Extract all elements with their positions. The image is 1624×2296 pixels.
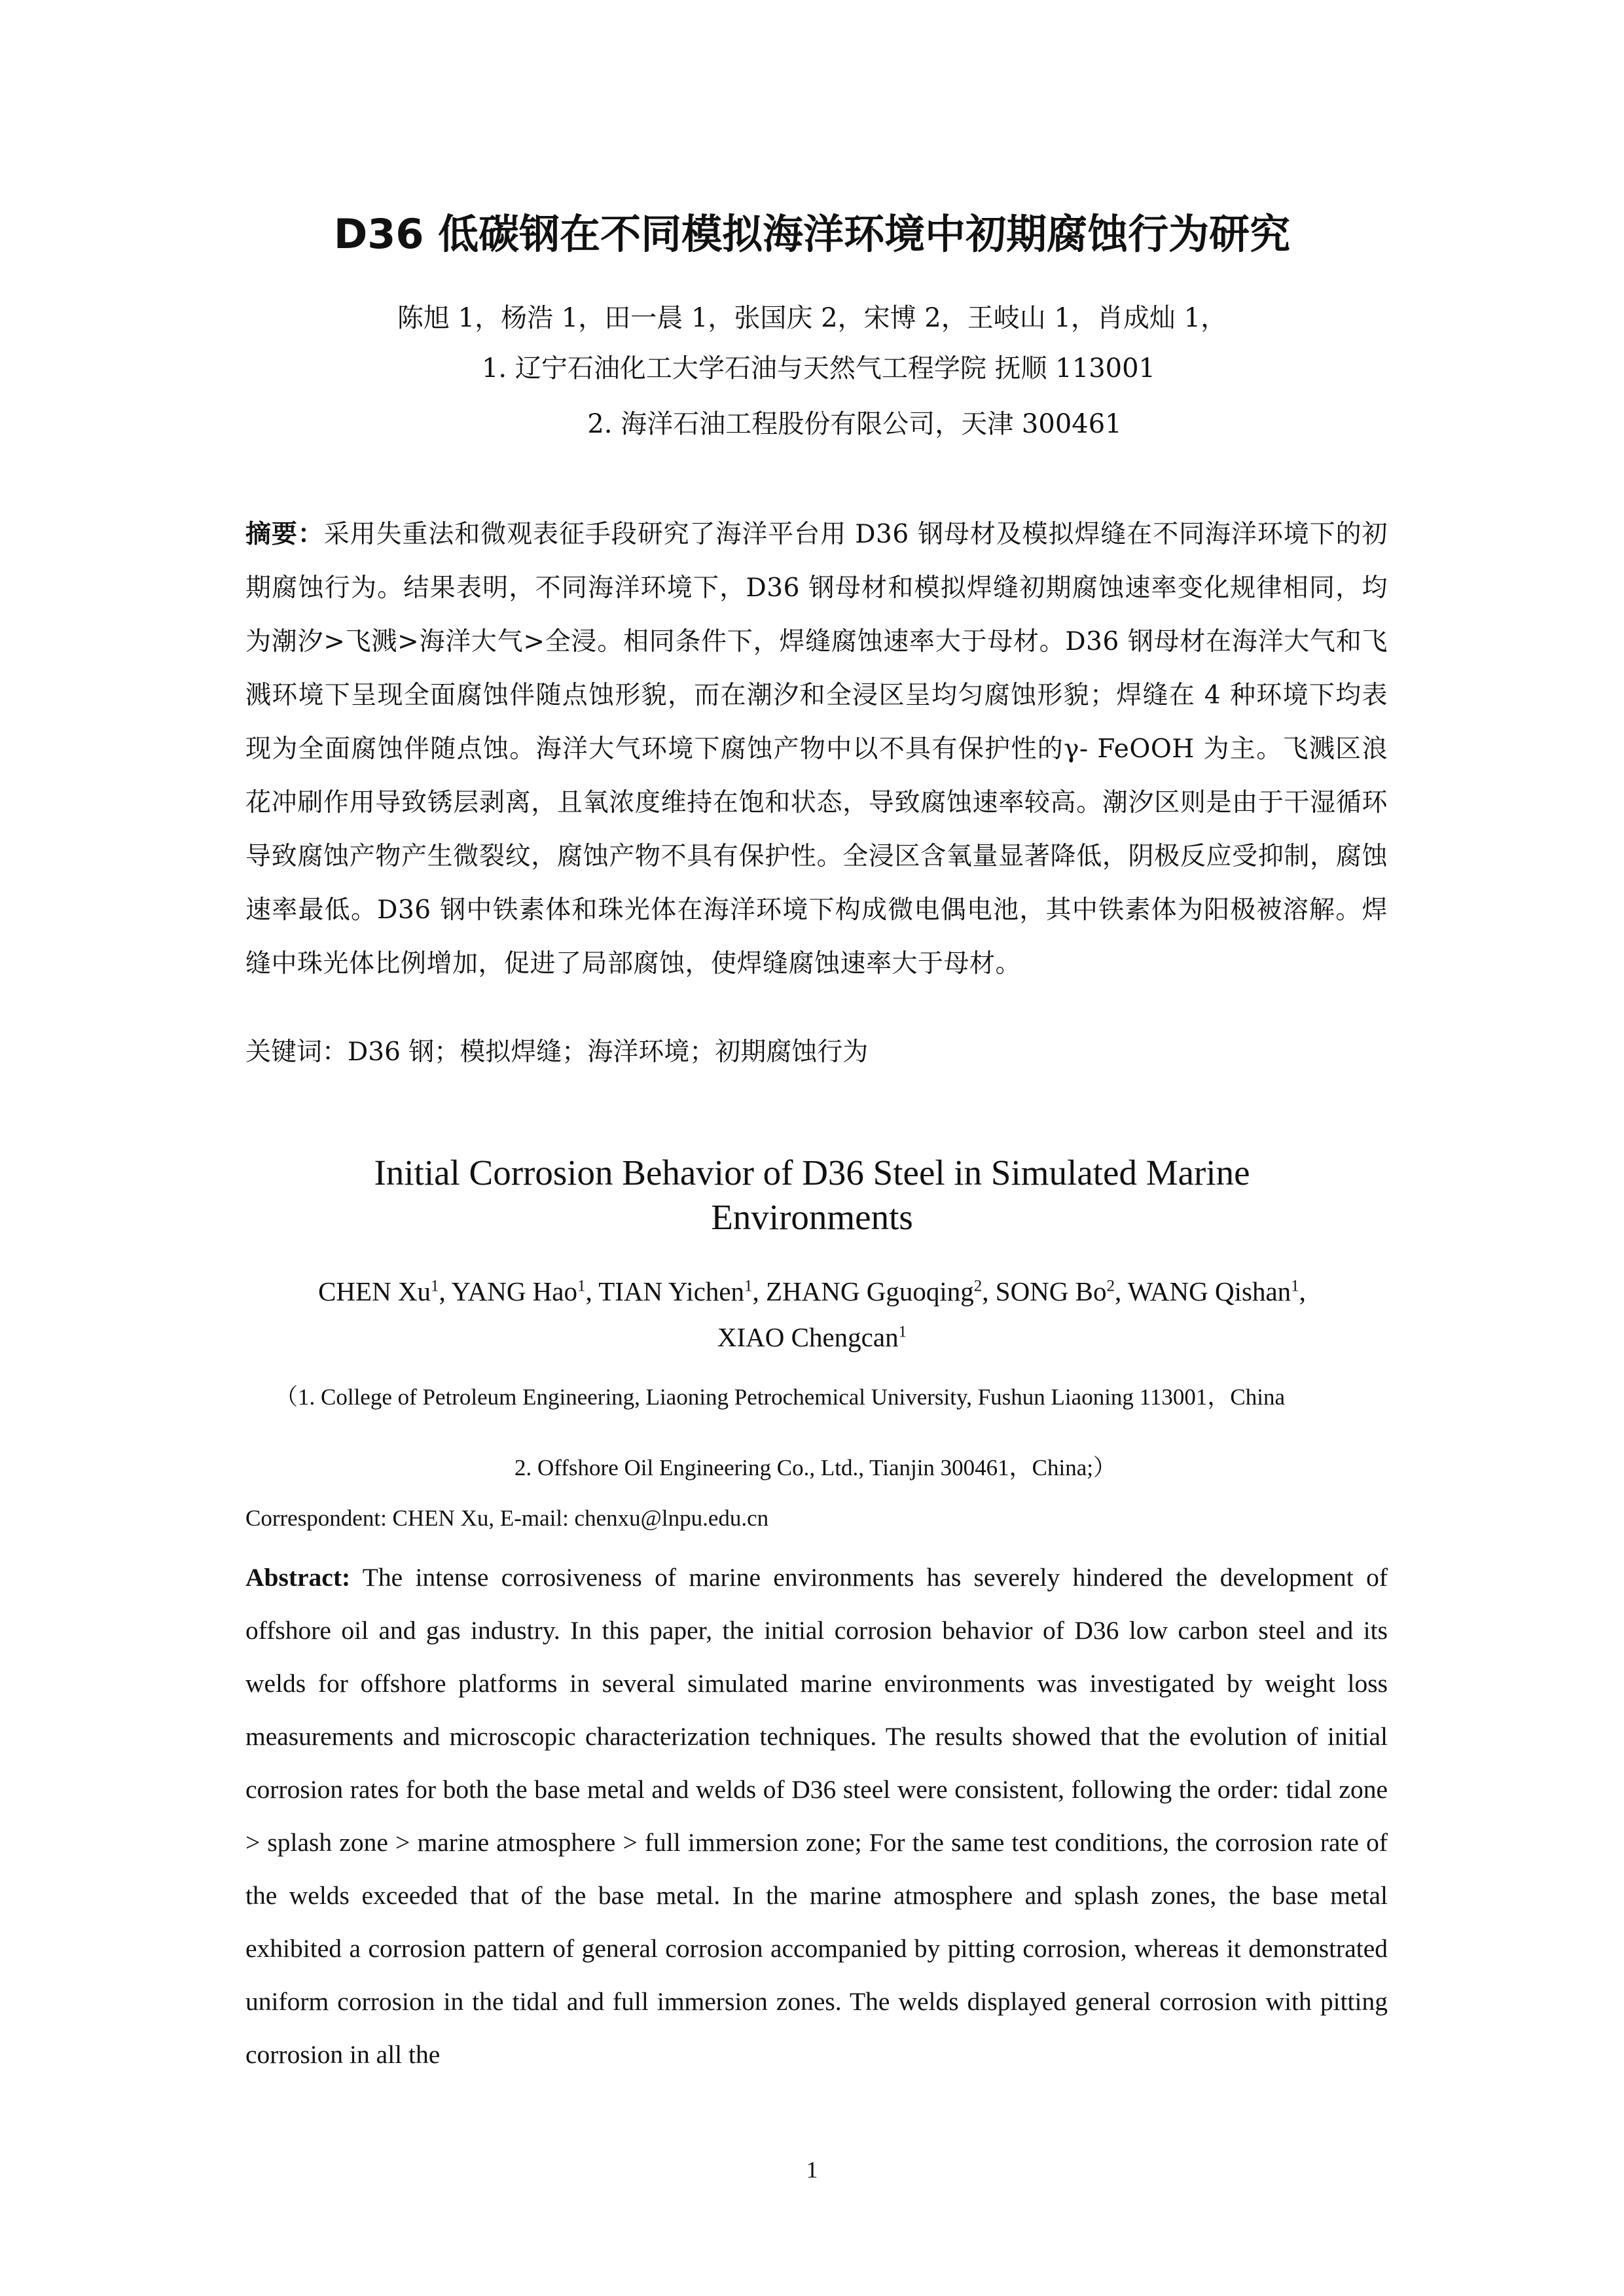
author-separator: , xyxy=(982,1276,996,1306)
author-name: ZHANG Gguoqing xyxy=(766,1276,974,1306)
author-affiliation-mark: 1 xyxy=(1291,1277,1299,1295)
chinese-abstract xyxy=(245,507,1388,991)
author-separator: , xyxy=(585,1276,599,1306)
english-affiliation-2: 2. Offshore Oil Engineering Co., Ltd., Tianjin 300461，China;） xyxy=(514,1455,1117,1480)
english-title-line-2: Environments xyxy=(711,1197,913,1237)
author-separator: , xyxy=(1299,1276,1306,1306)
author-name: CHEN Xu xyxy=(318,1276,431,1306)
chinese-abstract-label: 摘要： xyxy=(245,519,324,549)
author-name: TIAN Yichen xyxy=(598,1276,745,1306)
author-separator: , xyxy=(439,1276,452,1306)
english-abstract-text: The intense corrosiveness of marine environments has severely hindered the development of offshore oil and gas industry. In this paper, the initial corrosion behavior of D36 low carbon steel and its welds for offshore platforms in several simulated marine environments was investigated by weight loss measurements and microscopic characterization techniques. The results showed that the evolution of initial corrosion rates for both the base metal and welds of D36 steel were consistent, following the order: tidal zone > splash zone > marine atmosphere > full immersion zone; For the same test conditions, the corrosion rate of the welds exceeded that of the base metal. In the marine atmosphere and splash zones, the base metal exhibited a corrosion pattern of general corrosion accompanied by pitting corrosion, whereas it demonstrated uniform corrosion in the tidal and full immersion zones. The welds displayed general corrosion with pitting corrosion in all the xyxy=(245,1563,1388,2069)
author-name: XIAO Chengcan xyxy=(717,1322,899,1352)
english-title xyxy=(262,1151,1362,1240)
author-affiliation-mark: 2 xyxy=(1106,1277,1115,1295)
english-abstract-label: Abstract: xyxy=(245,1563,351,1592)
correspondent-line: Correspondent: CHEN Xu, E-mail: chenxu@lnpu.edu.cn xyxy=(245,1505,769,1531)
author-name: YANG Hao xyxy=(451,1276,577,1306)
author-name: WANG Qishan xyxy=(1127,1276,1291,1306)
chinese-affiliation-2: 2. 海洋石油工程股份有限公司，天津 300461 xyxy=(587,409,1122,439)
chinese-abstract-text: 采用失重法和微观表征手段研究了海洋平台用 D36 钢母材及模拟焊缝在不同海洋环境下的初期腐蚀行为。结果表明，不同海洋环境下，D36 钢母材和模拟焊缝初期腐蚀速率变化规律相同，均为潮汐>飞溅>海洋大气>全浸。相同条件下，焊缝腐蚀速率大于母材。D36 钢母材在海洋大气和飞溅环境下呈现全面腐蚀伴随点蚀形貌，而在潮汐和全浸区呈均匀腐蚀形貌；焊缝在 4 种环境下均表现为全面腐蚀伴随点蚀。海洋大气环境下腐蚀产物中以不具有保护性的γ- FeOOH 为主。飞溅区浪花冲刷作用导致锈层剥离，且氧浓度维持在饱和状态，导致腐蚀速率较高。潮汐区则是由于干湿循环导致腐蚀产物产生微裂纹，腐蚀产物不具有保护性。全浸区含氧量显著降低，阴极反应受抑制，腐蚀速率最低。D36 钢中铁素体和珠光体在海洋环境下构成微电偶电池，其中铁素体为阳极被溶解。焊缝中珠光体比例增加，促进了局部腐蚀，使焊缝腐蚀速率大于母材。 xyxy=(245,520,1388,978)
page-number: 1 xyxy=(806,2157,818,2183)
author-affiliation-mark: 1 xyxy=(577,1277,586,1295)
english-affiliation-1: （1. College of Petroleum Engineering, Liaoning Petrochemical University, Fushun Liaoning 113001，China xyxy=(275,1384,1285,1410)
author-affiliation-mark: 1 xyxy=(431,1277,439,1295)
chinese-title: D36 低碳钢在不同模拟海洋环境中初期腐蚀行为研究 xyxy=(333,210,1291,258)
english-title-line-1: Initial Corrosion Behavior of D36 Steel in Simulated Marine xyxy=(374,1153,1250,1193)
author-separator: , xyxy=(1115,1276,1128,1306)
english-authors xyxy=(255,1268,1369,1360)
chinese-authors: 陈旭 1，杨浩 1，田一晨 1，张国庆 2，宋博 2，王岐山 1，肖成灿 1， xyxy=(397,303,1227,333)
english-abstract xyxy=(245,1551,1388,2081)
author-affiliation-mark: 2 xyxy=(973,1277,983,1295)
chinese-affiliation-1: 1. 辽宁石油化工大学石油与天然气工程学院 抚顺 113001 xyxy=(481,353,1155,384)
author-separator: , xyxy=(752,1276,767,1306)
chinese-keywords: 关键词：D36 钢；模拟焊缝；海洋环境；初期腐蚀行为 xyxy=(245,1037,869,1067)
author-name: SONG Bo xyxy=(995,1276,1107,1306)
author-affiliation-mark: 1 xyxy=(898,1323,907,1341)
author-affiliation-mark: 1 xyxy=(744,1277,753,1295)
